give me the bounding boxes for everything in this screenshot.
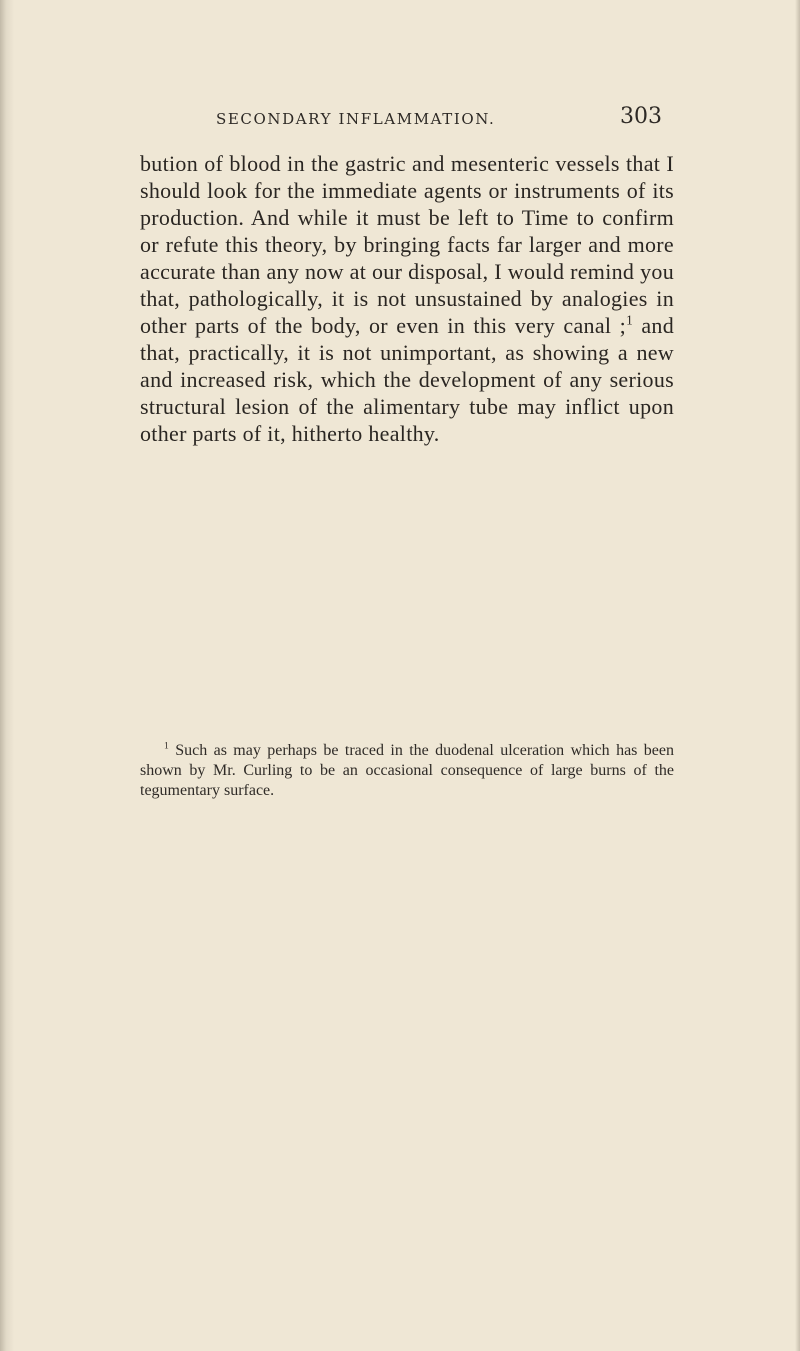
- page-header: [140, 106, 800, 138]
- footnote-mark: 1: [164, 740, 169, 752]
- footnote-reference: 1: [626, 312, 633, 328]
- footnote: [140, 741, 674, 801]
- footnote-text: Such as may perhaps be traced in the duodenal ulceration which has been shown by Mr. Curling to be an occasional consequence of large burns of the tegumentary surface.: [140, 742, 674, 799]
- body-text-part-1: bution of blood in the gastric and mesenteric vessels that I should look for the immediate agents or instruments of its production. And while it must be left to Time to confirm or refute this theory, by bringing facts far larger and more accurate than any now at our disposal, I would remind you that, pathologically, it is not unsustained by analogies in other parts of the body, or even in this very canal ;: [140, 151, 674, 338]
- page-edge-shadow: [795, 0, 800, 1351]
- running-title: SECONDARY INFLAMMATION.: [216, 110, 496, 128]
- page-number: 303: [620, 104, 662, 129]
- body-text-part-2: and that, practically, it is not unimportant, as showing a new and increased risk, which the development of any serious structural lesion of the alimentary tube may inflict upon other parts of it, hitherto healthy.: [140, 313, 674, 446]
- body-paragraph: [140, 150, 674, 447]
